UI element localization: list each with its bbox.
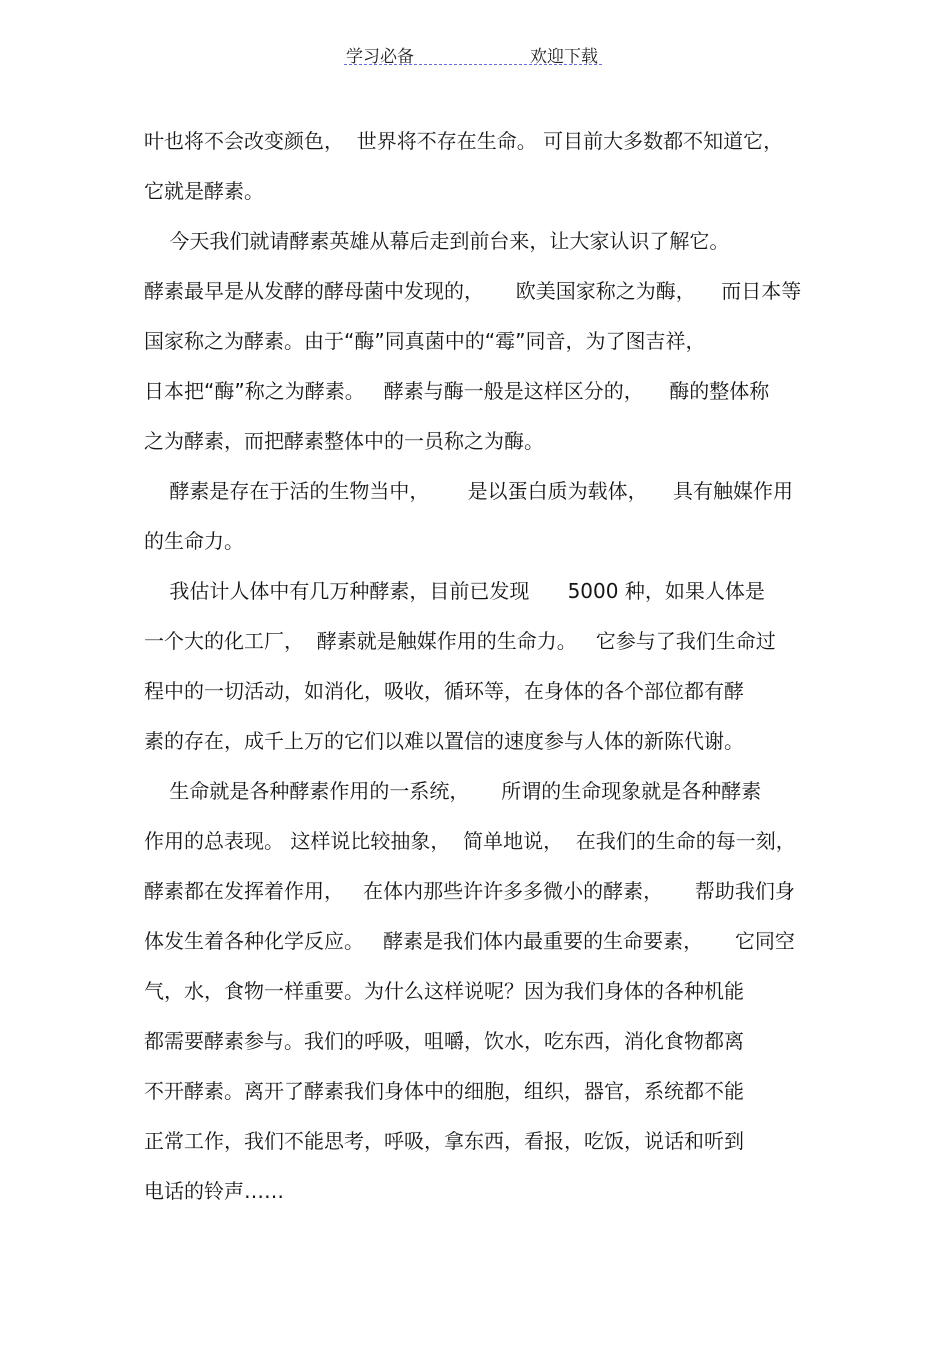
text-line: 电话的铃声…… <box>144 1179 284 1203</box>
text-line: 它就是酵素。 <box>144 179 264 203</box>
header-right-text: 欢迎下载 <box>530 47 598 67</box>
text-line: 作用的总表现。 这样说比较抽象， 简单地说， 在我们的生命的每一刻， <box>144 829 796 853</box>
text-line: 的生命力。 <box>144 529 244 553</box>
text-line: 正常工作，我们不能思考，呼吸，拿东西，看报，吃饭，说话和听到 <box>144 1129 744 1153</box>
text-line: 叶也将不会改变颜色， 世界将不存在生命。 可目前大多数都不知道它， <box>144 129 784 153</box>
text-line: 程中的一切活动，如消化，吸收，循环等，在身体的各个部位都有酵 <box>144 679 744 703</box>
text-line: 我估计人体中有几万种酵素，目前已发现 5000 种，如果人体是 <box>144 579 765 603</box>
text-line: 日本把“酶”称之为酵素。 酵素与酶一般是这样区分的， 酶的整体称 <box>144 379 770 403</box>
text-line: 一个大的化工厂， 酵素就是触媒作用的生命力。 它参与了我们生命过 <box>144 629 776 653</box>
text-line: 生命就是各种酵素作用的一系统， 所谓的生命现象就是各种酵素 <box>144 779 762 803</box>
text-line: 素的存在，成千上万的它们以难以置信的速度参与人体的新陈代谢。 <box>144 729 744 753</box>
text-line: 国家称之为酵素。由于“酶”同真菌中的“霉”同音，为了图吉祥， <box>144 329 706 353</box>
text-line: 体发生着各种化学反应。 酵素是我们体内最重要的生命要素， 它同空 <box>144 929 795 953</box>
text-line: 气，水，食物一样重要。为什么这样说呢？因为我们身体的各种机能 <box>144 979 744 1003</box>
text-line: 不开酵素。离开了酵素我们身体中的细胞，组织，器官，系统都不能 <box>144 1079 744 1103</box>
text-line: 今天我们就请酵素英雄从幕后走到前台来，让大家认识了解它。 <box>144 229 730 253</box>
page-header <box>344 40 602 65</box>
text-line: 酵素都在发挥着作用， 在体内那些许许多多微小的酵素， 帮助我们身 <box>144 879 795 903</box>
text-line: 酵素是存在于活的生物当中， 是以蛋白质为载体， 具有触媒作用 <box>144 479 794 503</box>
text-line: 之为酵素，而把酵素整体中的一员称之为酶。 <box>144 429 544 453</box>
text-line: 都需要酵素参与。我们的呼吸，咀嚼，饮水，吃东西，消化食物都离 <box>144 1029 744 1053</box>
header-left-text: 学习必备 <box>346 47 414 67</box>
text-line: 酵素最早是从发酵的酵母菌中发现的， 欧美国家称之为酶， 而日本等 <box>144 279 802 303</box>
